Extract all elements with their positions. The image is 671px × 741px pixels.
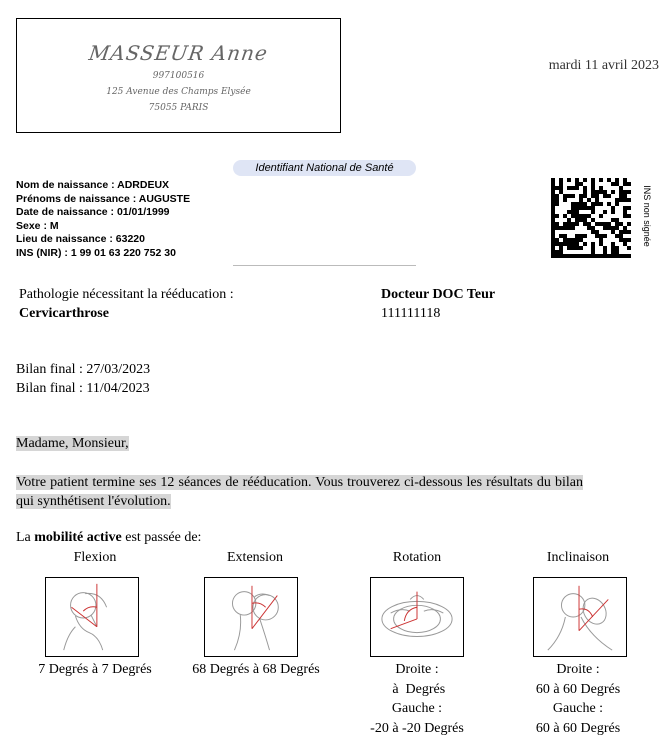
code-module — [623, 206, 627, 210]
code-module — [575, 246, 579, 250]
code-module — [615, 182, 619, 186]
code-module — [619, 198, 623, 202]
code-module — [551, 234, 555, 238]
pathology-value: Cervicarthrose — [19, 306, 109, 321]
qr-caption — [640, 178, 654, 258]
code-module — [567, 178, 571, 182]
code-module — [583, 194, 587, 198]
code-module — [615, 198, 619, 202]
code-module — [555, 202, 559, 206]
ins-divider — [233, 265, 416, 266]
code-module — [611, 190, 615, 194]
code-module — [595, 198, 599, 202]
code-module — [623, 238, 627, 242]
inclination-left-value: 60 à 60 Degrés — [535, 720, 621, 736]
inclination-right-value: 60 à 60 Degrés — [535, 681, 621, 697]
code-module — [555, 194, 559, 198]
code-module — [595, 194, 599, 198]
code-module — [579, 246, 583, 250]
code-module — [555, 222, 559, 226]
code-module — [599, 190, 603, 194]
code-module — [599, 222, 603, 226]
code-module — [579, 218, 583, 222]
code-module — [591, 202, 595, 206]
code-module — [567, 194, 571, 198]
code-module — [627, 182, 631, 186]
code-module — [559, 246, 563, 250]
code-module — [627, 214, 631, 218]
code-module — [555, 214, 559, 218]
code-module — [603, 250, 607, 254]
code-module — [555, 226, 559, 230]
code-module — [611, 254, 615, 258]
code-module — [551, 250, 555, 254]
code-module — [579, 202, 583, 206]
code-module — [623, 254, 627, 258]
code-module — [551, 202, 555, 206]
code-module — [575, 238, 579, 242]
code-module — [627, 198, 631, 202]
code-module — [563, 214, 567, 218]
code-module — [551, 218, 555, 222]
code-module — [579, 198, 583, 202]
code-module — [575, 214, 579, 218]
code-module — [599, 238, 603, 242]
code-module — [619, 222, 623, 226]
code-module — [579, 254, 583, 258]
code-module — [607, 226, 611, 230]
code-module — [623, 190, 627, 194]
code-module — [559, 242, 563, 246]
patient-identity — [16, 179, 190, 260]
code-module — [615, 246, 619, 250]
code-module — [571, 246, 575, 250]
code-module — [563, 198, 567, 202]
code-module — [603, 190, 607, 194]
code-module — [583, 242, 587, 246]
code-module — [571, 222, 575, 226]
code-module — [619, 190, 623, 194]
code-module — [603, 246, 607, 250]
code-module — [591, 190, 595, 194]
code-module — [615, 234, 619, 238]
code-module — [583, 190, 587, 194]
code-module — [571, 254, 575, 258]
code-module — [551, 242, 555, 246]
code-module — [603, 222, 607, 226]
code-module — [563, 242, 567, 246]
code-module — [567, 210, 571, 214]
practitioner-id: 997100516 — [152, 71, 205, 81]
doctor-name: Docteur DOC Teur — [381, 287, 496, 302]
code-module — [571, 226, 575, 230]
code-module — [615, 254, 619, 258]
code-module — [599, 214, 603, 218]
code-module — [551, 190, 555, 194]
flexion-value-line: 7 Degrés à 7 Degrés — [38, 662, 152, 677]
extension-figure — [204, 577, 298, 657]
code-module — [559, 182, 563, 186]
code-module — [591, 230, 595, 234]
code-module — [583, 186, 587, 190]
code-module — [595, 190, 599, 194]
code-module — [567, 186, 571, 190]
code-module — [587, 206, 591, 210]
code-module — [575, 254, 579, 258]
code-module — [591, 178, 595, 182]
code-module — [607, 254, 611, 258]
extension-values — [176, 660, 336, 680]
rotation-right-label: Droite : — [395, 662, 439, 677]
code-module — [571, 186, 575, 190]
code-module — [627, 222, 631, 226]
code-module — [619, 186, 623, 190]
inclination-figure — [533, 577, 627, 657]
code-module — [551, 206, 555, 210]
rotation-figure — [370, 577, 464, 657]
code-module — [559, 186, 563, 190]
inclination-left-label: Gauche : — [552, 701, 604, 716]
code-module — [611, 242, 615, 246]
rotation-left-label: Gauche : — [391, 701, 443, 716]
code-module — [563, 234, 567, 238]
practitioner-stamp — [16, 18, 341, 133]
code-module — [551, 194, 555, 198]
code-module — [623, 178, 627, 182]
code-module — [611, 250, 615, 254]
code-module — [559, 190, 563, 194]
datamatrix-code — [551, 178, 631, 258]
inclination-values — [498, 660, 658, 738]
mobility-prefix: La — [16, 530, 35, 545]
code-module — [583, 218, 587, 222]
letter-body-text: Votre patient termine ses 12 séances de rééducation. Vous trouverez ci-dessous les résultats du bilan qui synthétisent l'évolution. — [16, 475, 583, 509]
code-module — [587, 214, 591, 218]
code-module — [559, 254, 563, 258]
code-module — [571, 210, 575, 214]
code-module — [623, 194, 627, 198]
code-module — [591, 218, 595, 222]
code-module — [627, 206, 631, 210]
code-module — [559, 178, 563, 182]
code-module — [551, 178, 555, 182]
code-module — [551, 238, 555, 242]
code-module — [559, 234, 563, 238]
code-module — [575, 182, 579, 186]
code-module — [563, 238, 567, 242]
flexion-figure — [45, 577, 139, 657]
code-module — [587, 198, 591, 202]
code-module — [611, 206, 615, 210]
code-module — [571, 202, 575, 206]
code-module — [599, 254, 603, 258]
code-module — [583, 202, 587, 206]
code-module — [591, 246, 595, 250]
patient-birth-place: Lieu de naissance : 63220 — [16, 233, 145, 245]
code-module — [627, 238, 631, 242]
code-module — [583, 222, 587, 226]
code-module — [591, 254, 595, 258]
code-module — [599, 202, 603, 206]
rotation-left-value: -20 à -20 Degrés — [370, 720, 464, 736]
inclination-title: Inclinaison — [546, 550, 610, 565]
practitioner-address-line1: 125 Avenue des Champs Elysée — [106, 87, 251, 97]
code-module — [595, 222, 599, 226]
code-module — [571, 214, 575, 218]
code-module — [551, 222, 555, 226]
code-module — [615, 222, 619, 226]
patient-sex: Sexe : M — [16, 219, 59, 232]
code-module — [607, 222, 611, 226]
patient-first-names: Prénoms de naissance : AUGUSTE — [16, 192, 191, 205]
code-module — [587, 254, 591, 258]
code-module — [619, 194, 623, 198]
code-module — [571, 206, 575, 210]
code-module — [571, 238, 575, 242]
code-module — [555, 238, 559, 242]
mobility-bold: mobilité active — [34, 530, 122, 545]
code-module — [551, 182, 555, 186]
code-module — [627, 254, 631, 258]
code-module — [583, 214, 587, 218]
code-module — [571, 242, 575, 246]
code-module — [571, 194, 575, 198]
mobility-intro — [16, 530, 201, 546]
code-module — [575, 210, 579, 214]
patient-ins-nir: INS (NIR) : 1 99 01 63 220 752 30 — [16, 246, 176, 259]
code-module — [611, 226, 615, 230]
code-module — [583, 206, 587, 210]
code-module — [619, 254, 623, 258]
code-module — [591, 182, 595, 186]
code-module — [607, 202, 611, 206]
flexion-title: Flexion — [73, 550, 117, 565]
code-module — [579, 238, 583, 242]
code-module — [623, 198, 627, 202]
code-module — [611, 230, 615, 234]
practitioner-address-line2: 75055 PARIS — [148, 103, 209, 113]
code-module — [587, 226, 591, 230]
code-module — [559, 250, 563, 254]
code-module — [615, 226, 619, 230]
code-module — [579, 234, 583, 238]
pathology-label: Pathologie nécessitant la rééducation : — [19, 287, 234, 302]
code-module — [591, 194, 595, 198]
code-module — [563, 254, 567, 258]
code-module — [579, 206, 583, 210]
code-module — [579, 182, 583, 186]
code-module — [583, 234, 587, 238]
rotation-title: Rotation — [392, 550, 442, 565]
code-module — [619, 230, 623, 234]
letter-date: mardi 11 avril 2023 — [548, 58, 659, 73]
rotation-head-icon — [371, 578, 463, 656]
code-module — [591, 250, 595, 254]
code-module — [595, 230, 599, 234]
letter-body — [16, 473, 583, 511]
inclination-head-icon — [534, 578, 626, 656]
code-module — [599, 242, 603, 246]
code-module — [575, 178, 579, 182]
code-module — [623, 182, 627, 186]
code-module — [567, 254, 571, 258]
code-module — [623, 230, 627, 234]
inclination-right-label: Droite : — [556, 662, 600, 677]
extension-title: Extension — [227, 550, 283, 565]
code-module — [599, 186, 603, 190]
code-module — [603, 254, 607, 258]
code-module — [627, 230, 631, 234]
patient-birth-date: Date de naissance : 01/01/1999 — [16, 206, 170, 218]
code-module — [551, 246, 555, 250]
code-module — [563, 194, 567, 198]
code-module — [619, 238, 623, 242]
code-module — [623, 226, 627, 230]
code-module — [603, 234, 607, 238]
ins-label: Identifiant National de Santé — [233, 160, 416, 176]
doctor-block — [381, 285, 495, 323]
qr-caption-text: INS non signée — [642, 185, 652, 247]
extension-head-icon — [205, 578, 297, 656]
code-module — [555, 198, 559, 202]
code-module — [611, 218, 615, 222]
code-module — [551, 210, 555, 214]
code-module — [575, 242, 579, 246]
practitioner-name: MASSEUR Anne — [87, 41, 270, 65]
code-module — [611, 210, 615, 214]
code-module — [591, 226, 595, 230]
code-module — [583, 178, 587, 182]
code-module — [567, 226, 571, 230]
code-module — [615, 178, 619, 182]
code-module — [615, 218, 619, 222]
code-module — [575, 186, 579, 190]
code-module — [603, 210, 607, 214]
code-module — [627, 190, 631, 194]
flexion-values — [15, 660, 175, 680]
bilan-date-2: Bilan final : 11/04/2023 — [16, 381, 150, 396]
mobility-suffix: est passée de: — [121, 530, 202, 545]
code-module — [623, 242, 627, 246]
code-module — [555, 186, 559, 190]
code-module — [575, 206, 579, 210]
code-module — [619, 234, 623, 238]
code-module — [551, 186, 555, 190]
code-module — [615, 250, 619, 254]
code-module — [591, 242, 595, 246]
code-module — [579, 214, 583, 218]
pathology-block — [19, 285, 234, 323]
code-module — [623, 214, 627, 218]
code-module — [591, 206, 595, 210]
code-module — [555, 250, 559, 254]
bilan-date-1: Bilan final : 27/03/2023 — [16, 362, 151, 377]
code-module — [599, 234, 603, 238]
code-module — [551, 198, 555, 202]
code-module — [559, 226, 563, 230]
code-module — [555, 242, 559, 246]
code-module — [611, 182, 615, 186]
patient-birth-name: Nom de naissance : ADRDEUX — [16, 179, 170, 191]
code-module — [615, 202, 619, 206]
code-module — [579, 194, 583, 198]
code-module — [575, 234, 579, 238]
bilan-dates — [16, 360, 150, 398]
doctor-number: 111111118 — [381, 306, 441, 321]
salutation — [16, 436, 129, 452]
code-module — [563, 226, 567, 230]
code-module — [567, 218, 571, 222]
code-module — [627, 246, 631, 250]
code-module — [603, 194, 607, 198]
code-module — [595, 202, 599, 206]
code-module — [587, 222, 591, 226]
salutation-text: Madame, Monsieur, — [16, 436, 129, 451]
code-module — [623, 210, 627, 214]
code-module — [599, 178, 603, 182]
rotation-right-value: à Degrés — [388, 681, 446, 697]
code-module — [591, 186, 595, 190]
code-module — [575, 218, 579, 222]
code-module — [551, 230, 555, 234]
code-module — [567, 242, 571, 246]
rotation-values — [337, 660, 497, 738]
code-module — [583, 254, 587, 258]
flexion-head-icon — [46, 578, 138, 656]
code-module — [611, 246, 615, 250]
code-module — [551, 254, 555, 258]
code-module — [595, 254, 599, 258]
code-module — [567, 246, 571, 250]
code-module — [563, 222, 567, 226]
extension-value-line: 68 Degrés à 68 Degrés — [192, 662, 320, 677]
code-module — [567, 222, 571, 226]
code-module — [555, 254, 559, 258]
code-module — [567, 238, 571, 242]
code-module — [551, 214, 555, 218]
code-module — [595, 234, 599, 238]
code-module — [591, 210, 595, 214]
code-module — [575, 202, 579, 206]
code-module — [575, 222, 579, 226]
code-module — [603, 226, 607, 230]
code-module — [551, 226, 555, 230]
code-module — [607, 178, 611, 182]
code-module — [607, 194, 611, 198]
